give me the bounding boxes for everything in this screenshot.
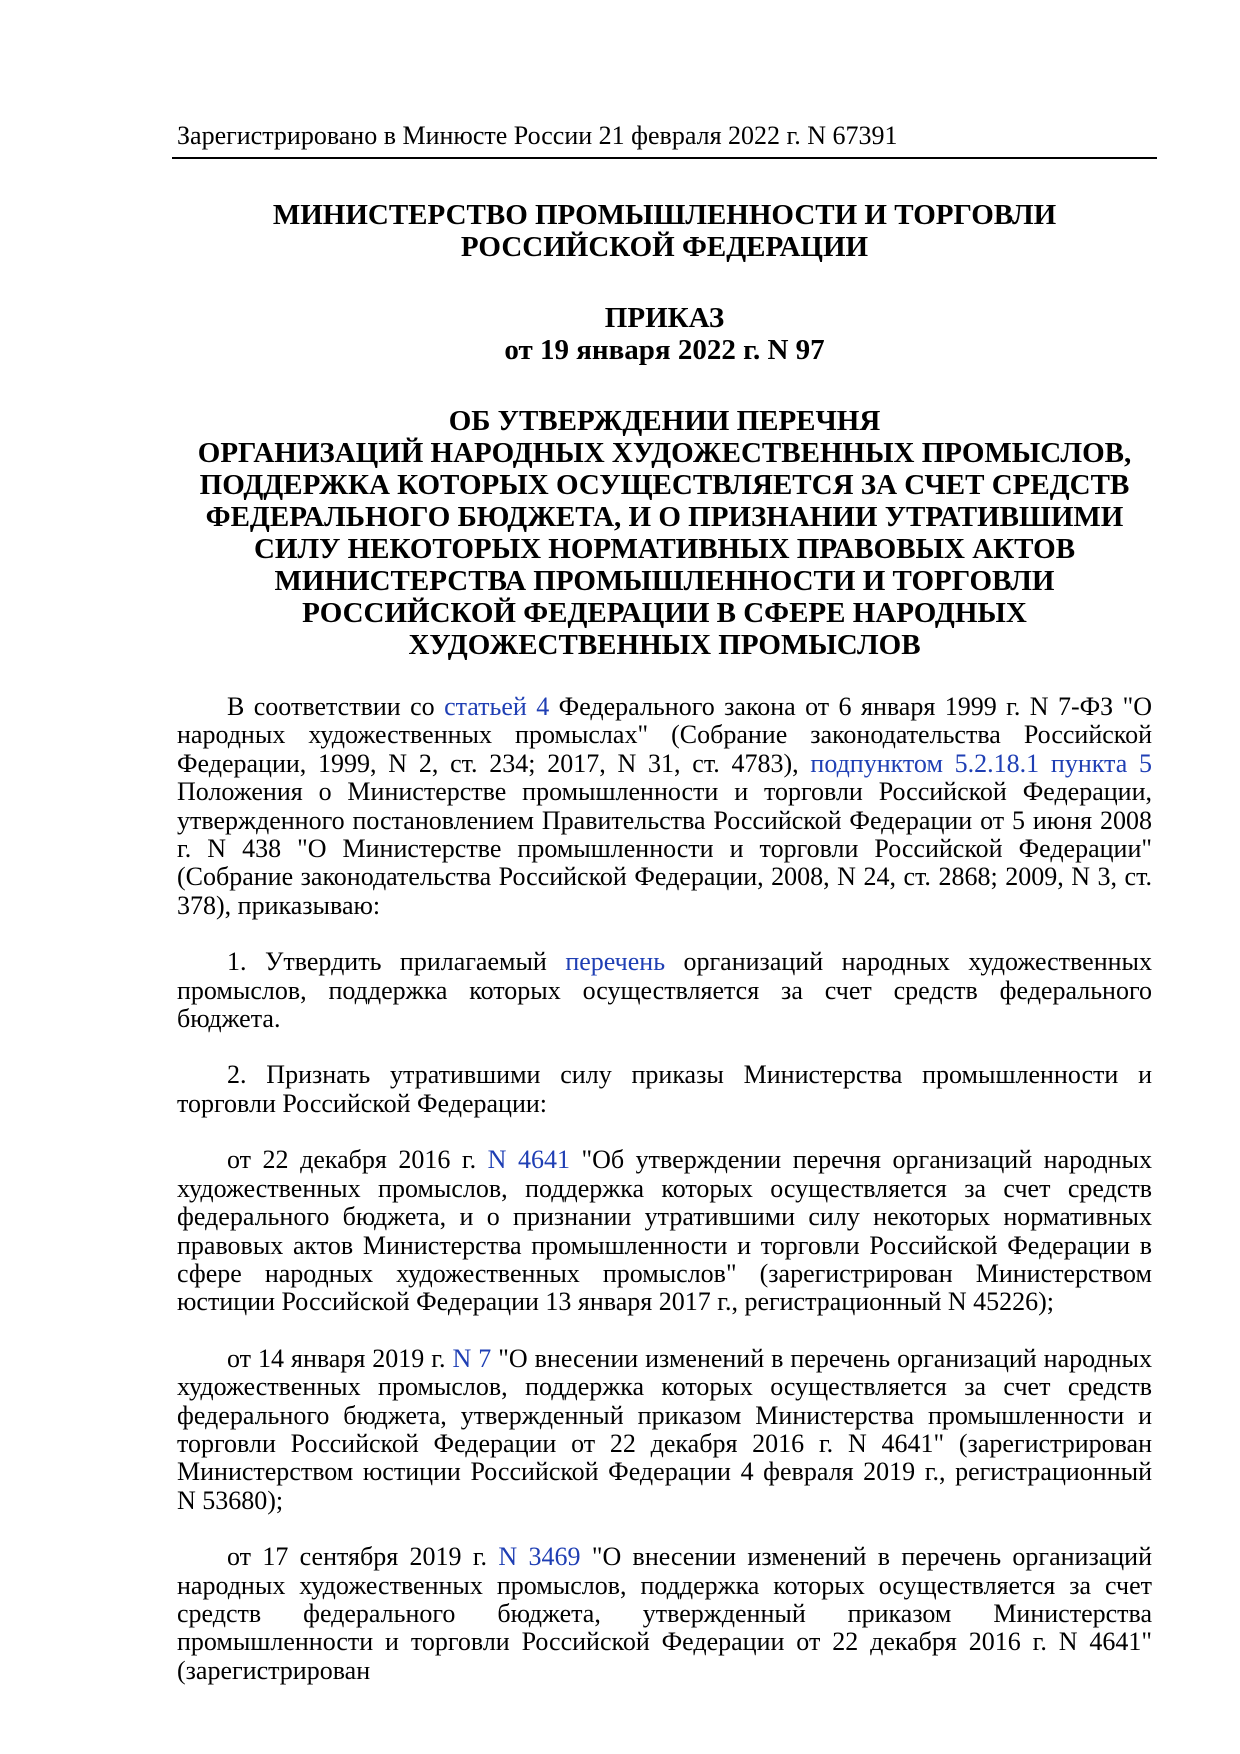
order-title: ПРИКАЗ: [604, 302, 725, 334]
repealed-order-text: "О внесении изменений в перечень организаций народных художественных промыслов, поддержка которых осуществляется за счет средств федерального бюджета, утвержденный приказом Министерства промышленности и торговли Российской Федерации от 22 декабря 2016 г. N 4641" (зарегистрирован Министерством юстиции Российской Федерации 4 февраля 2019 г., регистрационный N 53680);: [177, 1343, 1152, 1515]
subparagraph-link[interactable]: подпунктом 5.2.18.1 пункта 5: [810, 748, 1152, 778]
ministry-title: [172, 199, 1157, 263]
subject-line: ОРГАНИЗАЦИЙ НАРОДНЫХ ХУДОЖЕСТВЕННЫХ ПРОМЫСЛОВ,: [197, 437, 1132, 469]
registration-note: Зарегистрировано в Минюсте России 21 февраля 2022 г. N 67391: [177, 121, 898, 150]
repealed-order-text: "Об утверждении перечня организаций народных художественных промыслов, поддержка которых осуществляется за счет средств федерального бюджета, и о признании утратившими силу некоторых нормативных правовых актов Министерства промышленности и торговли Российской Федерации в сфере народных художественных промыслов" (зарегистрирован Министерством юстиции Российской Федерации 13 января 2017 г., регистрационный N 45226);: [177, 1145, 1152, 1317]
item-1-text: 1. Утвердить прилагаемый: [227, 947, 566, 977]
repealed-order-text: "О внесении изменений в перечень организаций народных художественных промыслов, поддержка которых осуществляется за счет средств федерального бюджета, утвержденный приказом Министерства промышленности и торговли Российской Федерации от 22 декабря 2016 г. N 4641" (зарегистрирован: [177, 1542, 1152, 1685]
subject-line: ПОДДЕРЖКА КОТОРЫХ ОСУЩЕСТВЛЯЕТСЯ ЗА СЧЕТ СРЕДСТВ: [199, 469, 1130, 501]
order-subject: [172, 405, 1157, 661]
item-2-paragraph: 2. Признать утратившими силу приказы Министерства промышленности и торговли Российской Федерации:: [177, 1060, 1152, 1118]
repealed-order-text: от 14 января 2019 г.: [227, 1343, 453, 1373]
preamble-text: В соответствии со: [227, 692, 445, 721]
item-1-text: организаций народных художественных промыслов, поддержка которых осуществляется за счет средств федерального бюджета.: [177, 947, 1152, 1034]
ministry-title-line: МИНИСТЕРСТВО ПРОМЫШЛЕННОСТИ И ТОРГОВЛИ: [272, 199, 1057, 231]
subject-line: РОССИЙСКОЙ ФЕДЕРАЦИИ В СФЕРЕ НАРОДНЫХ: [302, 597, 1027, 629]
item-1-paragraph: [177, 948, 1152, 1033]
subject-line: СИЛУ НЕКОТОРЫХ НОРМАТИВНЫХ ПРАВОВЫХ АКТОВ: [253, 533, 1076, 565]
preamble-text: Федерального закона от 6 января 1999 г. N 7-ФЗ "О народных художественных промыслах" (Собрание законодательства Российской Федерации, 1999, N 2, ст. 234; 2017, N 31, ст. 4783),: [177, 692, 1153, 778]
repealed-order-text: от 22 декабря 2016 г.: [227, 1145, 488, 1175]
order-3469-link[interactable]: N 3469: [498, 1542, 581, 1572]
order-7-link[interactable]: N 7: [452, 1343, 492, 1373]
subject-line: МИНИСТЕРСТВА ПРОМЫШЛЕННОСТИ И ТОРГОВЛИ: [274, 565, 1055, 597]
preamble-text: Положения о Министерстве промышленности и торговли Российской Федерации, утвержденного постановлением Правительства Российской Федерации от 5 июня 2008 г. N 438 "О Министерстве промышленности и торговли Российской Федерации" (Собрание законодательства Российской Федерации, 2008, N 24, ст. 2868; 2009, N 3, ст. 378), приказываю:: [177, 777, 1152, 920]
document-body: [177, 693, 1152, 1713]
repealed-order-paragraph: [177, 1345, 1152, 1515]
repealed-order-paragraph: [177, 1543, 1152, 1685]
subject-line: ХУДОЖЕСТВЕННЫХ ПРОМЫСЛОВ: [408, 629, 921, 661]
subject-line: ОБ УТВЕРЖДЕНИИ ПЕРЕЧНЯ: [448, 405, 881, 437]
header-divider: [172, 157, 1157, 159]
article-4-link[interactable]: статьей 4: [444, 692, 550, 721]
repealed-order-paragraph: [177, 1146, 1152, 1316]
subject-line: ФЕДЕРАЛЬНОГО БЮДЖЕТА, И О ПРИЗНАНИИ УТРАТИВШИМИ: [205, 501, 1124, 533]
order-date: от 19 января 2022 г. N 97: [504, 334, 825, 366]
repealed-order-text: от 17 сентября 2019 г.: [227, 1542, 499, 1572]
order-4641-link[interactable]: N 4641: [487, 1145, 570, 1175]
ministry-title-line: РОССИЙСКОЙ ФЕДЕРАЦИИ: [460, 231, 869, 263]
list-link[interactable]: перечень: [565, 947, 666, 977]
preamble-paragraph: [177, 693, 1152, 920]
order-header: [172, 302, 1157, 366]
